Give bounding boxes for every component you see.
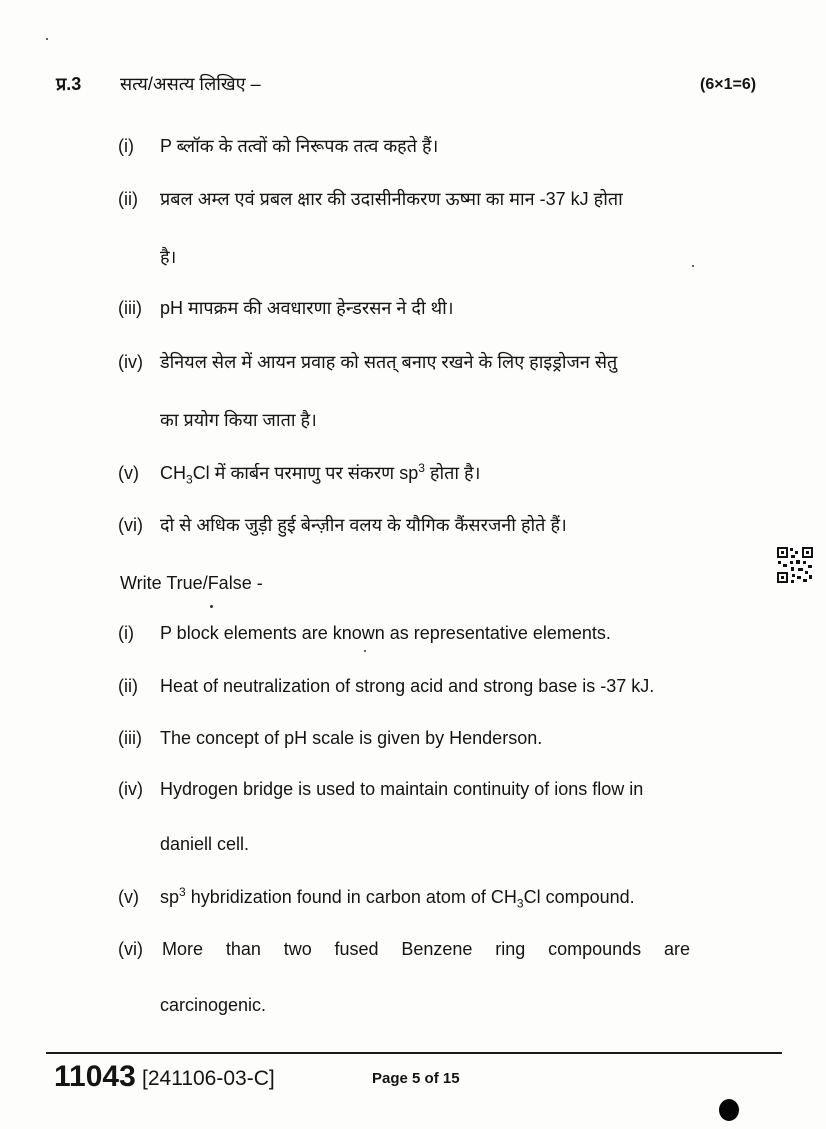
scan-speck	[46, 38, 48, 40]
english-item-2: (ii) Heat of neutralization of strong acid and strong base is -37 kJ.	[118, 676, 655, 696]
page-number: Page 5 of 15	[372, 1070, 460, 1087]
scan-speck	[210, 605, 213, 608]
english-item-1: (i) P block elements are known as representative elements.	[118, 623, 611, 643]
english-item-6-text: More than two fused Benzene ring compounds are	[162, 939, 690, 959]
scan-speck	[364, 650, 366, 652]
english-item-6: (vi) More than two fused Benzene ring compounds are	[118, 939, 690, 959]
qr-code	[776, 546, 814, 584]
marks-allocation: (6×1=6)	[700, 76, 757, 93]
footer-divider	[46, 1052, 782, 1054]
english-item-4: (iv) Hydrogen bridge is used to maintain continuity of ions flow in	[118, 779, 644, 799]
hindi-item-1: (i) P ब्लॉक के तत्वों को निरूपक तत्व कहते हैं।	[118, 136, 439, 156]
english-item-6-continuation: carcinogenic.	[160, 995, 267, 1015]
english-item-3: (iii) The concept of pH scale is given by Henderson.	[118, 728, 543, 748]
hindi-item-4: (iv) डेनियल सेल में आयन प्रवाह को सतत् बनाए रखने के लिए हाइड्रोजन सेतु	[118, 352, 618, 372]
hindi-item-5: (v) $CH_3Cl$ में कार्बन परमाणु पर संकरण $sp^3$ होता है।	[118, 461, 481, 487]
english-item-4-continuation: daniell cell.	[160, 834, 250, 854]
hindi-item-2: (ii) प्रबल अम्ल एवं प्रबल क्षार की उदासीनीकरण ऊष्मा का मान -37 kJ होता	[118, 189, 623, 209]
ink-blot	[719, 1099, 739, 1121]
english-item-5: (v) $sp^3$ hybridization found in carbon atom of $CH_3Cl$ compound.	[118, 885, 635, 911]
question-title: सत्य/असत्य लिखिए –	[120, 74, 261, 94]
hindi-item-3: (iii) pH मापक्रम की अवधारणा हेन्डरसन ने दी थी।	[118, 298, 454, 318]
hindi-item-4-continuation: का प्रयोग किया जाता है।	[160, 410, 317, 430]
scan-speck	[692, 265, 694, 267]
english-heading: Write True/False -	[120, 573, 263, 593]
hindi-item-6: (vi) दो से अधिक जुड़ी हुई बेन्ज़ीन वलय के यौगिक कैंसरजनी होते हैं।	[118, 515, 567, 535]
paper-code: 11043	[54, 1060, 136, 1093]
question-number: प्र.3	[56, 74, 82, 94]
paper-reference: [241106-03-C]	[142, 1067, 275, 1090]
hindi-item-2-continuation: है।	[160, 247, 177, 267]
